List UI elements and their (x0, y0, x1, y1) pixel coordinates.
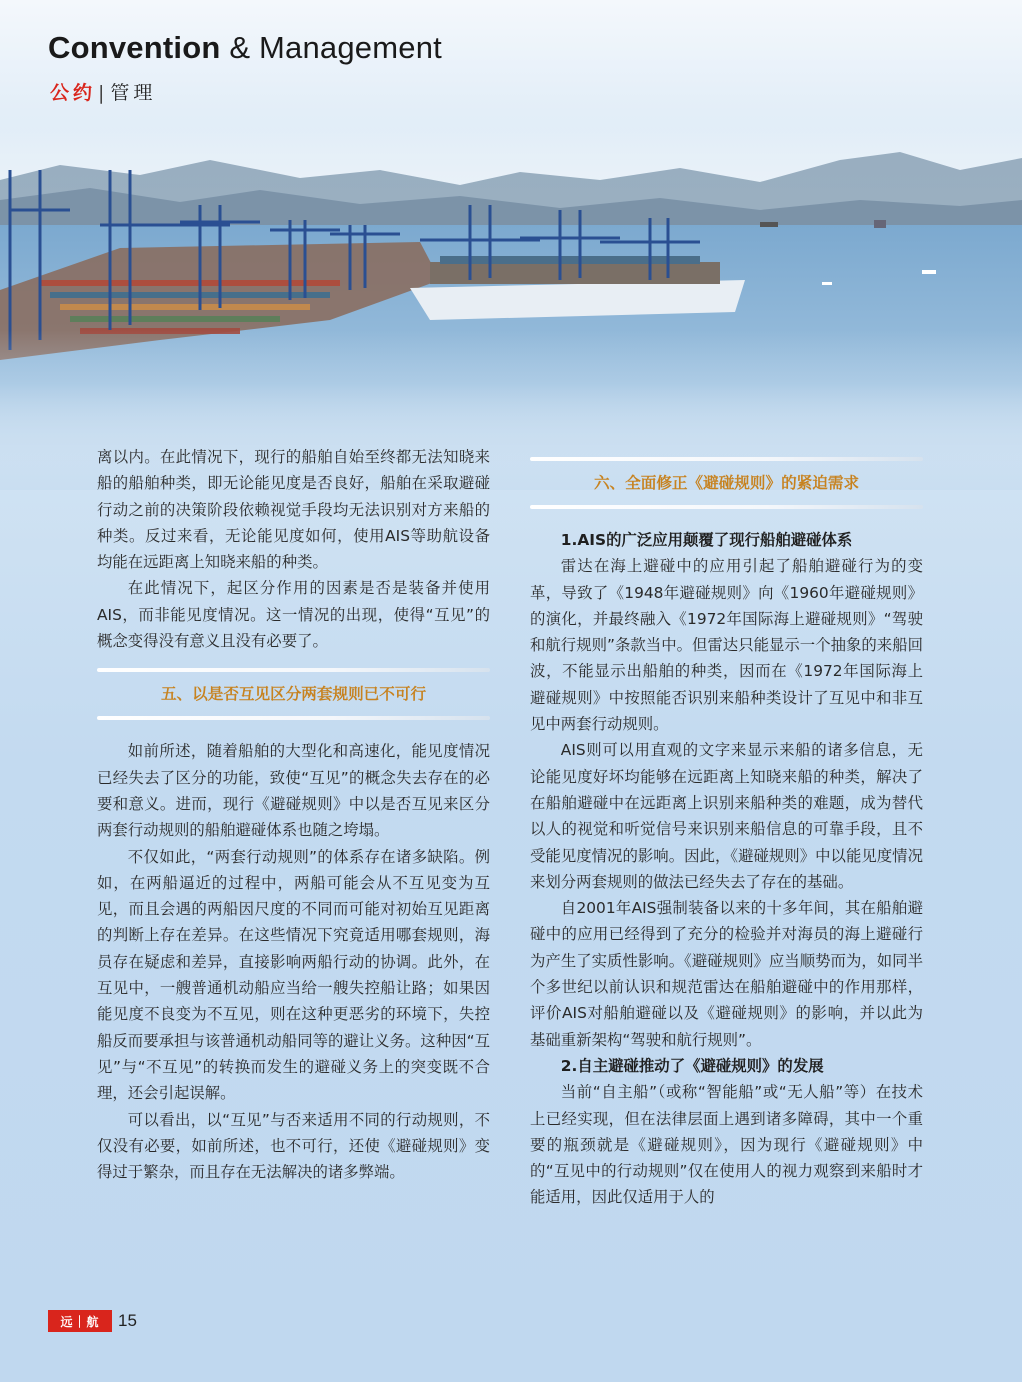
paragraph: 雷达在海上避碰中的应用引起了船舶避碰行为的变革，导致了《1948年避碰规则》向《1960年避碰规则》的演化，并最终融入《1972年国际海上避碰规则》“驾驶和航行规则”条款当中。但雷达只能显示一个抽象的来船回波，不能显示出船舶的种类，因而在《1972年国际海上避碰规则》中按照能否识别来船种类设计了互见中和非互见中两套行动规则。 (530, 557, 923, 734)
paragraph: 自2001年AIS强制装备以来的十多年间，其在船舶避碰中的应用已经得到了充分的检验并对海员的海上避碰行为产生了实质性影响。《避碰规则》应当顺势而为，如同半个多世纪以前认识和规范雷达在船舶避碰中的作用那样，评价AIS对船舶避碰以及《避碰规则》的影响，并以此为基础重新架构“驾驶和航行规则”。 (530, 899, 923, 1049)
section-heading-6 (530, 453, 923, 513)
right-column (530, 453, 923, 1211)
paragraph: 当前“自主船”（或称“智能船”或“无人船”等）在技术上已经实现，但在法律层面上遇到诸多障碍，其中一个重要的瓶颈就是《避碰规则》，因为现行《避碰规则》中的“互见中的行动规则”仅在使用人的视力观察到来船时才能适用，因此仅适用于人的 (530, 1083, 923, 1207)
paragraph: 不仅如此，“两套行动规则”的体系存在诸多缺陷。例如，在两船逼近的过程中，两船可能会从不互见变为互见，而且会遇的两船因尺度的不同而可能对初始互见距离的判断上存在差异。在这些情况下究竟适用哪套规则，海员存在疑虑和差异，直接影响两船行动的协调。此外，在互见中，一艘普通机动船应当给一艘失控船让路；如果因能见度不良变为不互见，则在这种更恶劣的环境下，失控船反而要承担与该普通机动船同等的避让义务。这种因“互见”与“不互见”的转换而发生的避碰义务上的突变既不合理，还会引起误解。 (97, 847, 490, 1103)
paragraph: 如前所述，随着船舶的大型化和高速化，能见度情况已经失去了区分的功能，致使“互见”的概念失去存在的必要和意义。进而，现行《避碰规则》中以是否互见来区分两套行动规则的船舶避碰体系也随之垮塌。 (97, 742, 490, 840)
paragraph: 可以看出，以“互见”与否来适用不同的行动规则，不仅没有必要，如前所述，也不可行，还使《避碰规则》变得过于繁杂，而且存在无法解决的诸多弊端。 (97, 1110, 490, 1182)
heading-rule-top (97, 668, 490, 672)
paragraph: AIS则可以用直观的文字来显示来船的诸多信息，无论能见度好坏均能够在远距离上知晓来船的种类，解决了在船舶避碰中在远距离上识别来船种类的难题，成为替代以人的视觉和听觉信号来识别来船信息的可靠手段，且不受能见度情况的影响。因此，《避碰规则》中以能见度情况来划分两套规则的做法已经失去了存在的基础。 (530, 741, 923, 891)
port-photo (0, 130, 1022, 490)
subtitle-management: 管理 (110, 82, 157, 104)
heading-rule-bottom (97, 716, 490, 720)
left-column (97, 444, 490, 1185)
port-illustration (0, 130, 1022, 490)
paragraph: 在此情况下，起区分作用的因素是否是装备并使用AIS，而非能见度情况。这一情况的出现，使得“互见”的概念变得没有意义且没有必要了。 (97, 579, 490, 651)
heading-rule-top (530, 457, 923, 461)
subtitle-separator: | (98, 82, 105, 104)
subsection-heading: 1.AIS的广泛应用颠覆了现行船舶避碰体系 (560, 531, 853, 549)
section-title-bold: Convention (48, 30, 221, 65)
magazine-badge: 远｜航 (48, 1310, 112, 1332)
subsection-heading: 2.自主避碰推动了《避碰规则》的发展 (560, 1056, 824, 1075)
page-footer (48, 1309, 137, 1333)
section-subtitle (50, 78, 156, 105)
section-heading-5 (97, 664, 490, 724)
section-title-rest: & Management (229, 30, 442, 65)
subtitle-convention: 公约 (50, 82, 97, 104)
heading-rule-bottom (530, 505, 923, 509)
section-heading-text: 六、全面修正《避碰规则》的紧迫需求 (593, 474, 860, 492)
section-heading-text: 五、以是否互见区分两套规则已不可行 (160, 685, 427, 704)
page-number: 15 (118, 1311, 137, 1330)
section-title (48, 30, 442, 66)
paragraph: 离以内。在此情况下，现行的船舶自始至终都无法知晓来船的船舶种类，即无论能见度是否良好，船舶在采取避碰行动之前的决策阶段依赖视觉手段均无法识别对方来船的种类。反过来看，无论能见度如何，使用AIS等助航设备均能在远距离上知晓来船的种类。 (97, 448, 490, 572)
